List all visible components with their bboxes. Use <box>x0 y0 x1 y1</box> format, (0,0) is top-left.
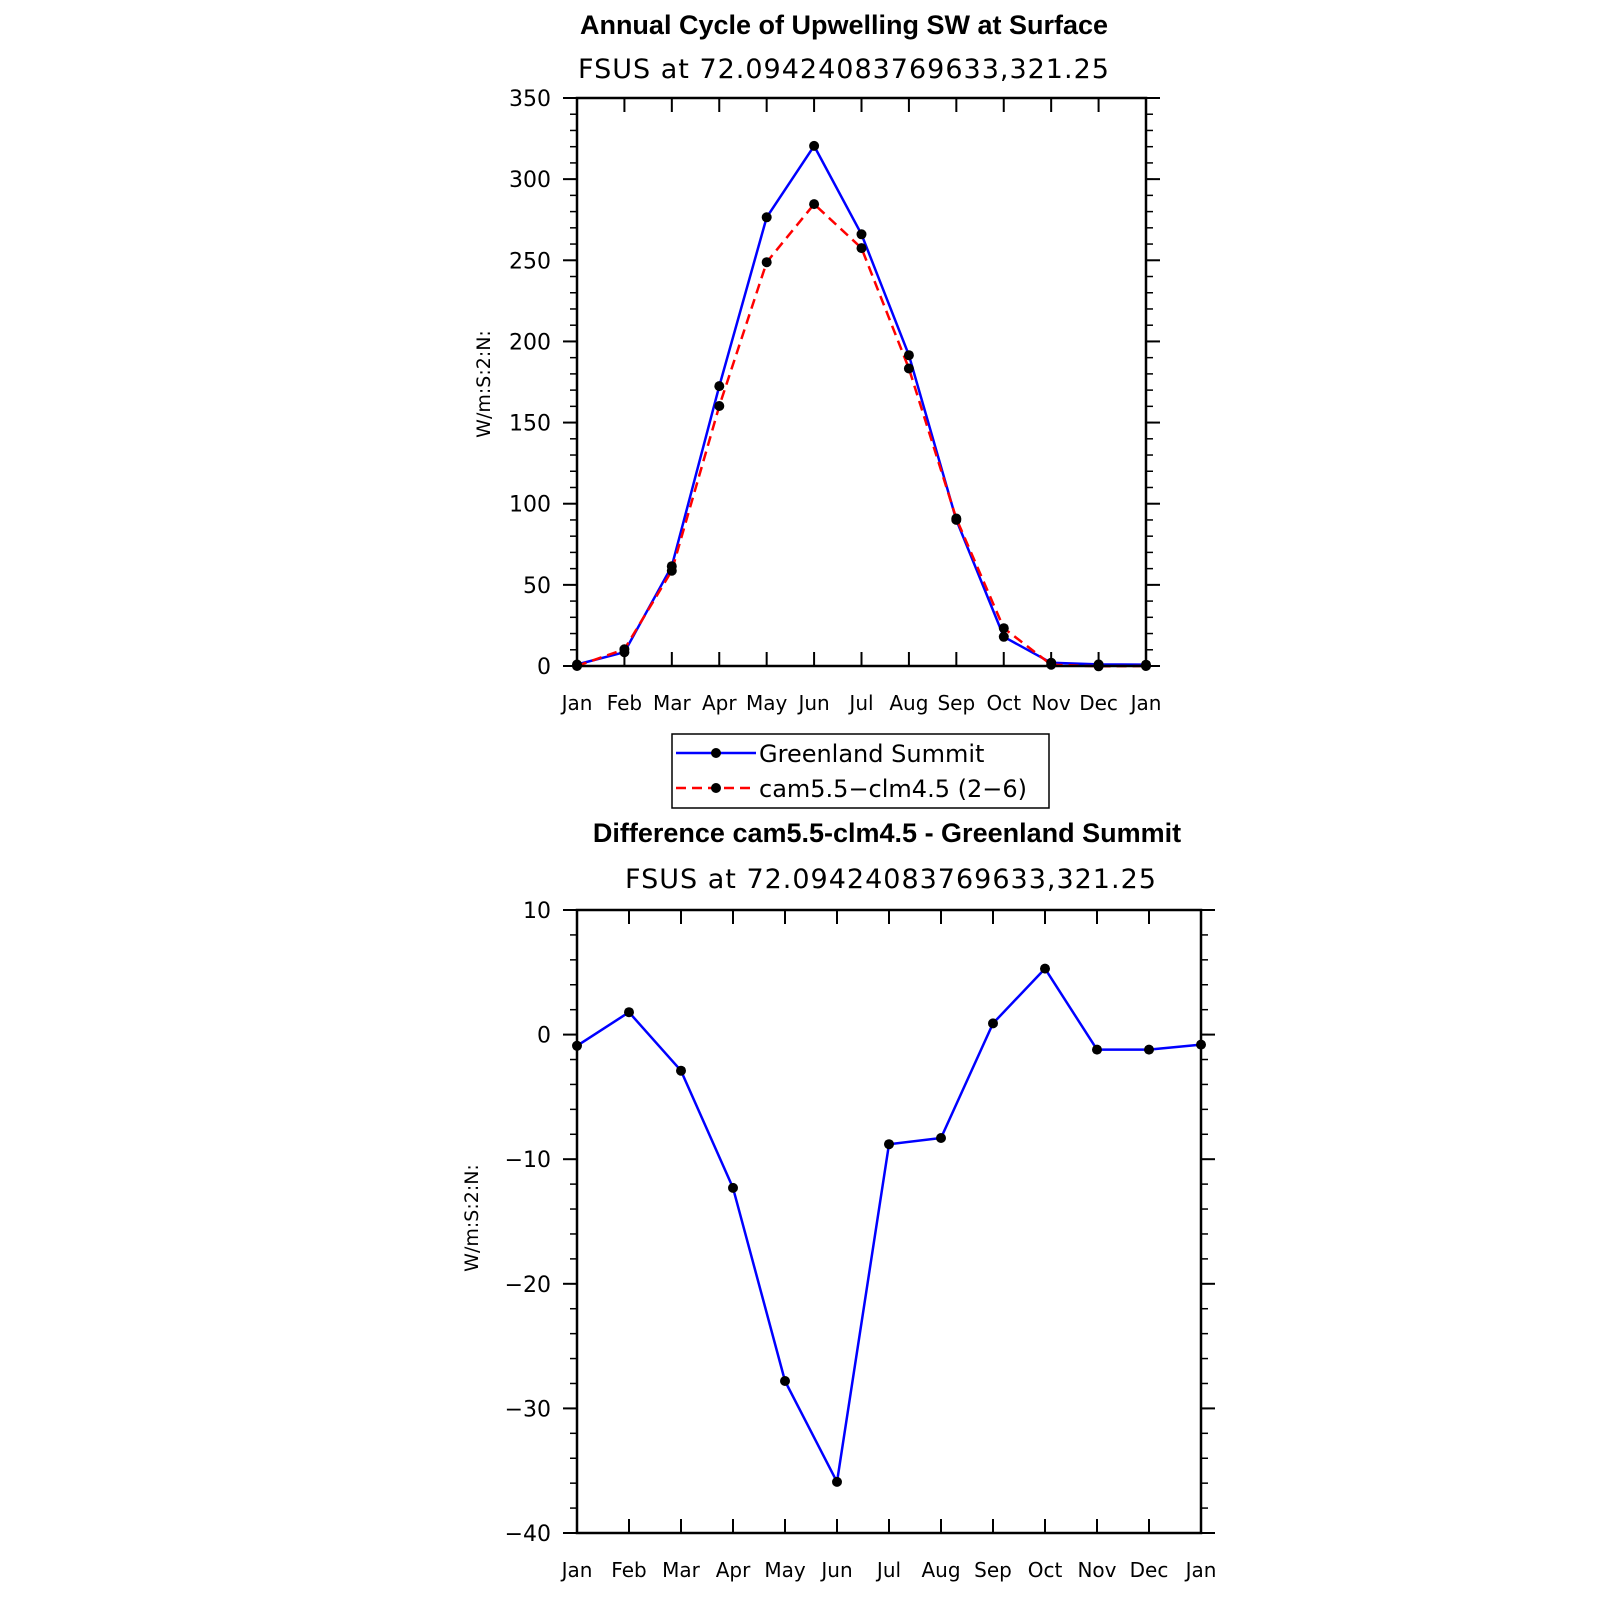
chart1-xtick-label: Nov <box>1031 691 1071 715</box>
chart2-series-0-point <box>832 1477 842 1487</box>
chart2-series-0-line <box>577 969 1201 1482</box>
chart1-series-0-point <box>809 141 819 151</box>
chart2-ytick-label: 0 <box>537 1023 551 1049</box>
chart2-subtitle: FSUS at 72.09424083769633,321.25 <box>625 864 1157 895</box>
legend-marker-greenland-summit <box>711 748 721 758</box>
chart1-series-1-point <box>809 199 819 209</box>
legend-marker-cam55-clm45 <box>711 783 721 793</box>
chart1-xtick-label: Sep <box>937 691 976 715</box>
chart1-series-0-point <box>904 350 914 360</box>
chart2-ytick-label: −10 <box>504 1148 551 1174</box>
chart1-series-1-point <box>762 257 772 267</box>
annual-cycle-chart <box>473 10 1161 715</box>
chart2-xtick-label: May <box>764 1558 806 1582</box>
chart1-series-0-point <box>762 212 772 222</box>
chart1-xtick-label: Apr <box>701 691 737 715</box>
chart2-xtick-label: Dec <box>1129 1558 1169 1582</box>
chart2-ytick-label: 10 <box>523 899 551 924</box>
chart1-xtick-label: Jun <box>798 691 830 715</box>
chart1-xtick-label: May <box>745 691 788 715</box>
chart1-ytick-label: 100 <box>509 492 551 518</box>
chart1-xtick-label: Mar <box>652 691 691 715</box>
chart1-series-1-point <box>667 566 677 576</box>
chart1-series-1-point <box>857 243 867 253</box>
chart2-xtick-label: Aug <box>921 1558 961 1582</box>
chart2-series-0-point <box>676 1066 686 1076</box>
chart1-series-1-line <box>577 204 1146 666</box>
chart1-series-1-point <box>999 623 1009 633</box>
chart2-xtick-label: Nov <box>1077 1558 1117 1582</box>
chart2-xtick-label: Jan <box>1185 1558 1217 1582</box>
chart2-xtick-label: Apr <box>715 1558 751 1582</box>
chart1-series-0-point <box>857 229 867 239</box>
chart2-series-0-point <box>1040 964 1050 974</box>
chart1-xtick-label: Dec <box>1079 691 1118 715</box>
chart1-xtick-label: Aug <box>889 691 929 715</box>
chart1-ytick-label: 350 <box>509 87 551 112</box>
chart1-title: Annual Cycle of Upwelling SW at Surface <box>579 10 1109 40</box>
chart1-ytick-label: 0 <box>537 655 551 680</box>
chart2-ytick-label: −20 <box>504 1272 551 1298</box>
chart1-series-1-point <box>714 401 724 411</box>
chart1-subtitle: FSUS at 72.09424083769633,321.25 <box>578 54 1110 85</box>
chart1-xtick-label: Feb <box>606 691 643 715</box>
legend-label-cam55-clm45: cam5.5−clm4.5 (2−6) <box>759 775 1027 803</box>
chart2-series <box>572 964 1206 1487</box>
chart2-title: Difference cam5.5-clm4.5 - Greenland Summit <box>592 818 1182 848</box>
chart1-ytick-label: 250 <box>509 249 551 275</box>
chart1-series-0-point <box>999 632 1009 642</box>
difference-chart <box>461 818 1216 1582</box>
legend-label-greenland-summit: Greenland Summit <box>759 740 985 768</box>
chart2-ticks <box>505 899 1217 1582</box>
chart2-series-0-point <box>884 1139 894 1149</box>
legend <box>672 734 1049 808</box>
chart2-xtick-label: Feb <box>611 1558 647 1582</box>
chart1-xtick-label: Oct <box>986 691 1022 715</box>
chart2-xtick-label: Oct <box>1027 1558 1063 1582</box>
chart1-xtick-label: Jan <box>1130 691 1162 715</box>
chart2-series-0-point <box>624 1007 634 1017</box>
chart1-ytick-label: 150 <box>509 411 551 437</box>
chart2-series-0-point <box>780 1376 790 1386</box>
chart2-series-0-point <box>988 1018 998 1028</box>
chart1-series-0-point <box>714 381 724 391</box>
chart2-series-0-point <box>936 1133 946 1143</box>
chart2-series-0-point <box>728 1183 738 1193</box>
chart2-series-0-point <box>1144 1045 1154 1055</box>
chart2-series-0-point <box>1092 1045 1102 1055</box>
chart1-series <box>572 141 1151 671</box>
chart2-xtick-label: Jul <box>876 1558 902 1582</box>
chart2-plot-frame <box>577 910 1201 1533</box>
chart2-ytick-label: −40 <box>504 1522 551 1547</box>
chart2-xtick-label: Mar <box>662 1558 700 1582</box>
chart1-series-0-line <box>577 146 1146 665</box>
chart2-xtick-label: Jun <box>821 1558 853 1582</box>
chart1-series-1-point <box>904 364 914 374</box>
chart1-ylabel: W/m:S:2:N: <box>473 330 495 438</box>
chart2-xtick-label: Jan <box>561 1558 593 1582</box>
chart1-xtick-label: Jan <box>561 691 593 715</box>
chart1-ytick-label: 50 <box>523 573 551 599</box>
chart1-ytick-label: 200 <box>509 330 551 356</box>
chart1-ytick-label: 300 <box>509 168 551 194</box>
chart1-series-1-point <box>619 644 629 654</box>
chart1-series-1-point <box>951 514 961 524</box>
chart2-ylabel: W/m:S:2:N: <box>461 1164 483 1272</box>
chart1-xtick-label: Jul <box>849 691 874 715</box>
chart2-xtick-label: Sep <box>974 1558 1012 1582</box>
chart2-ytick-label: −30 <box>504 1397 551 1423</box>
chart1-series-1-point <box>1046 660 1056 670</box>
chart1-ticks <box>509 87 1161 715</box>
